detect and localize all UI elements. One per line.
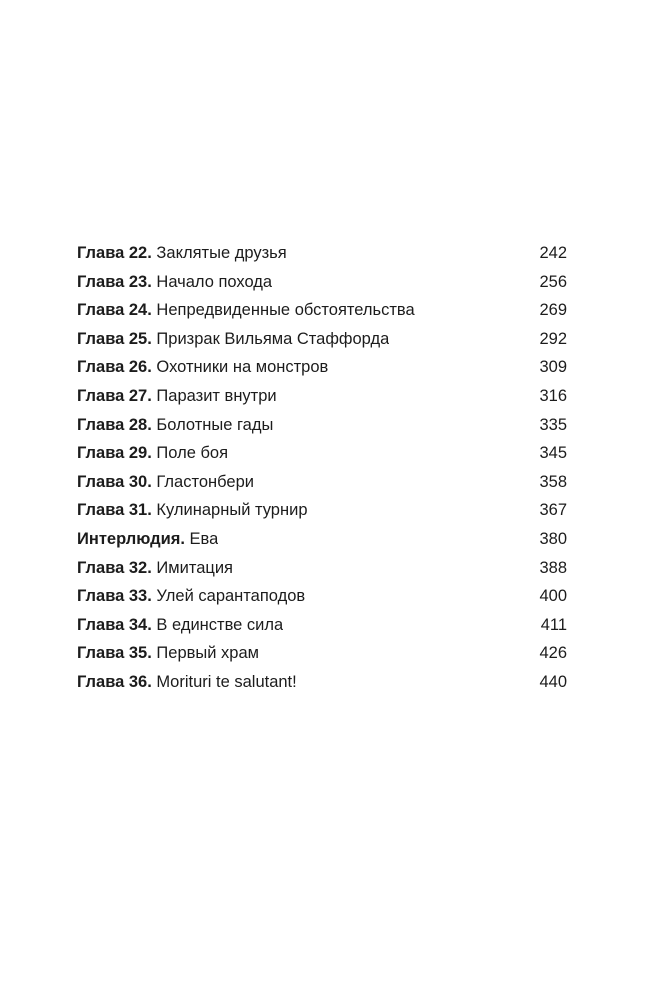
chapter-title: Первый храм bbox=[156, 644, 260, 663]
chapter-title: Призрак Вильяма Стаффорда bbox=[156, 329, 390, 348]
chapter-title: Кулинарный турнир bbox=[156, 501, 308, 520]
chapter-label: Глава 34. bbox=[77, 615, 152, 634]
page-number: 242 bbox=[539, 244, 567, 262]
chapter-label: Глава 25. bbox=[77, 329, 152, 348]
toc-entry bbox=[77, 239, 567, 268]
chapter-title: Начало похода bbox=[156, 272, 273, 291]
page-number: 440 bbox=[539, 672, 567, 691]
table-of-contents bbox=[77, 239, 567, 697]
chapter-title: Охотники на монстров bbox=[156, 358, 329, 377]
toc-entry bbox=[77, 439, 567, 468]
chapter-title: Болотные гады bbox=[156, 415, 274, 434]
toc-entry bbox=[77, 468, 567, 497]
page-number: 388 bbox=[539, 558, 567, 577]
chapter-label: Глава 30. bbox=[77, 472, 152, 491]
page-number: 426 bbox=[539, 644, 567, 663]
toc-entry bbox=[77, 639, 567, 668]
chapter-label: Глава 24. bbox=[77, 301, 152, 320]
chapter-label: Глава 35. bbox=[77, 644, 152, 663]
chapter-title: Ева bbox=[189, 529, 219, 548]
page-number: 358 bbox=[539, 472, 567, 491]
chapter-label: Глава 29. bbox=[77, 444, 152, 463]
toc-entry bbox=[77, 496, 567, 525]
toc-entry bbox=[77, 382, 567, 411]
toc-entry bbox=[77, 268, 567, 297]
chapter-label: Глава 27. bbox=[77, 386, 152, 405]
interlude-label: Интерлюдия. bbox=[77, 529, 185, 548]
toc-entry bbox=[77, 411, 567, 440]
chapter-label: Глава 32. bbox=[77, 558, 152, 577]
chapter-title: Гластонбери bbox=[156, 472, 254, 491]
toc-entry bbox=[77, 554, 567, 583]
chapter-title: Поле боя bbox=[156, 444, 229, 463]
page-number: 309 bbox=[539, 358, 567, 377]
chapter-label: Глава 26. bbox=[77, 358, 152, 377]
toc-entry bbox=[77, 611, 567, 640]
page-number: 400 bbox=[539, 587, 567, 606]
page-number: 316 bbox=[539, 386, 567, 405]
toc-entry bbox=[77, 296, 567, 325]
chapter-title: Morituri te salutant! bbox=[156, 672, 297, 691]
toc-entry bbox=[77, 668, 567, 697]
page-number: 411 bbox=[540, 615, 567, 634]
page-number: 269 bbox=[539, 301, 567, 320]
chapter-title: В единстве сила bbox=[156, 615, 284, 634]
page-number: 367 bbox=[539, 501, 567, 520]
page-number: 292 bbox=[539, 329, 567, 348]
chapter-title: Паразит внутри bbox=[156, 386, 277, 405]
chapter-label: Глава 28. bbox=[77, 415, 152, 434]
chapter-label: Глава 36. bbox=[77, 672, 152, 691]
chapter-label: Глава 23. bbox=[77, 272, 152, 291]
toc-entry bbox=[77, 582, 567, 611]
page-number: 345 bbox=[539, 444, 567, 463]
chapter-label: Глава 31. bbox=[77, 501, 152, 520]
page-number: 380 bbox=[539, 529, 567, 548]
toc-entry bbox=[77, 353, 567, 382]
toc-entry bbox=[77, 325, 567, 354]
chapter-label: Глава 22. bbox=[77, 244, 152, 262]
chapter-title: Заклятые друзья bbox=[156, 244, 287, 262]
toc-entry bbox=[77, 525, 567, 554]
page-number: 256 bbox=[539, 272, 567, 291]
chapter-title: Улей сарантаподов bbox=[156, 587, 306, 606]
chapter-title: Непредвиденные обстоятельства bbox=[156, 301, 415, 320]
chapter-label: Глава 33. bbox=[77, 587, 152, 606]
chapter-title: Имитация bbox=[156, 558, 233, 577]
page-number: 335 bbox=[539, 415, 567, 434]
